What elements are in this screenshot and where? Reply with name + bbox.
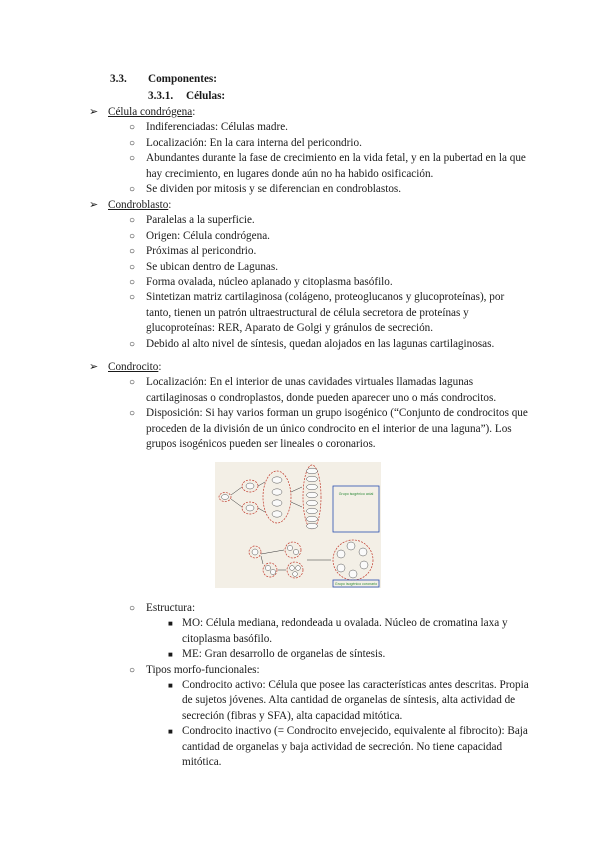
list-item: ➢ Condroblasto:	[0, 198, 600, 213]
list-item	[0, 678, 600, 724]
list-item	[0, 213, 600, 228]
section-condrocito	[0, 360, 600, 452]
section-number: 3.3.	[110, 73, 127, 85]
subsection-heading	[148, 89, 225, 104]
list-item	[0, 182, 600, 197]
section-condroblasto	[0, 198, 600, 352]
circle-bullet-icon: ○	[129, 261, 136, 273]
square-bullet-icon: ■	[168, 619, 173, 629]
list-item	[0, 229, 600, 244]
item-text: Origen: Célula condrógena.	[146, 229, 270, 242]
item-text: Condrocito activo: Célula que posee las características antes descritas. Propia de sujetos jóvenes. Alta cantidad de organelas de síntesis, alta actividad de secreción (fibras y SFA), alta capacidad mitótica.	[182, 679, 529, 722]
subsection-number: 3.3.1.	[148, 90, 174, 102]
section-condrogena	[0, 105, 600, 197]
section-heading	[110, 72, 217, 87]
circle-bullet-icon: ○	[129, 122, 136, 134]
axial-label: Grupo isogénico axial	[338, 492, 374, 496]
item-text: Sintetizan matriz cartilaginosa (colágeno, proteoglucanos y glucoproteínas), por tanto, tienen un patrón ultraestructural de célula secretora de proteínas y glucoproteínas: RER, Aparato de Golgi y gránulos de secreción.	[146, 291, 505, 335]
tipos-heading: Tipos morfo-funcionales:	[146, 663, 260, 676]
square-bullet-icon: ■	[168, 650, 173, 660]
list-item	[0, 375, 600, 406]
item-text: Se dividen por mitosis y se diferencian en condroblastos.	[146, 183, 402, 196]
circle-bullet-icon: ○	[129, 184, 136, 196]
circle-bullet-icon: ○	[129, 246, 136, 258]
list-item	[0, 260, 600, 275]
heading-condrogena: Célula condrógena	[108, 106, 193, 118]
item-text: MO: Célula mediana, redondeada u ovalada. Núcleo de cromatina laxa y citoplasma basófilo.	[182, 617, 508, 645]
isogenic-groups-figure	[215, 462, 381, 588]
list-item	[0, 136, 600, 151]
list-item: ➢ Condrocito:	[0, 360, 600, 375]
list-item	[0, 337, 600, 352]
item-text: Abundantes durante la fase de crecimiento en la vida fetal, y en la pubertad en la que hay crecimiento, en lugares donde aún no ha habido osificación.	[146, 152, 526, 180]
item-text: Localización: En el interior de unas cavidades virtuales llamadas lagunas cartilaginosas o condroplastos, donde pueden aparecer uno o más condrocitos.	[146, 376, 497, 404]
item-text: Condrocito inactivo (= Condrocito envejecido, equivalente al fibrocito): Baja cantidad de organelas y baja actividad de secreción. No tiene capacidad mitótica.	[182, 725, 528, 769]
list-item	[0, 244, 600, 259]
item-text: ME: Gran desarrollo de organelas de síntesis.	[182, 648, 386, 661]
item-text: Se ubican dentro de Lagunas.	[146, 260, 279, 273]
circle-bullet-icon: ○	[129, 292, 136, 304]
circle-bullet-icon: ○	[129, 277, 136, 289]
item-text: Debido al alto nivel de síntesis, quedan alojados en las lagunas cartilaginosas.	[146, 337, 495, 350]
item-text: Forma ovalada, núcleo aplanado y citoplasma basófilo.	[146, 276, 393, 289]
list-item	[0, 275, 600, 290]
arrow-bullet-icon: ➢	[89, 199, 99, 211]
item-text: Paralelas a la superficie.	[146, 214, 255, 227]
heading-condrocito: Condrocito	[108, 361, 159, 373]
arrow-bullet-icon: ➢	[89, 361, 99, 373]
circle-bullet-icon: ○	[129, 603, 136, 614]
list-item	[0, 120, 600, 135]
list-item	[0, 647, 600, 662]
square-bullet-icon: ■	[168, 727, 173, 737]
item-text: Indiferenciadas: Células madre.	[146, 121, 288, 134]
section-condrocito-continued	[0, 601, 600, 770]
circle-bullet-icon: ○	[129, 215, 136, 227]
item-text: Localización: En la cara interna del pericondrio.	[146, 136, 362, 149]
circle-bullet-icon: ○	[129, 408, 136, 420]
arrow-bullet-icon: ➢	[89, 106, 99, 118]
item-text: Próximas al pericondrio.	[146, 245, 257, 258]
list-item	[0, 406, 600, 452]
subsection-title: Células:	[186, 90, 226, 102]
circle-bullet-icon: ○	[129, 377, 136, 389]
estructura-heading: Estructura:	[146, 602, 196, 614]
list-item	[0, 724, 600, 770]
circle-bullet-icon: ○	[129, 137, 136, 149]
heading-condroblasto: Condroblasto	[108, 199, 169, 211]
square-bullet-icon: ■	[168, 681, 173, 691]
circle-bullet-icon: ○	[129, 230, 136, 242]
list-item	[0, 151, 600, 182]
section-title: Componentes:	[148, 73, 217, 85]
circle-bullet-icon: ○	[129, 338, 136, 350]
circle-bullet-icon: ○	[129, 153, 136, 165]
circle-bullet-icon: ○	[129, 664, 136, 676]
list-item: ➢ Célula condrógena:	[0, 105, 600, 120]
list-item	[0, 290, 600, 336]
list-item	[0, 601, 600, 616]
list-item	[0, 616, 600, 647]
list-item	[0, 663, 600, 678]
item-text: Disposición: Si hay varios forman un grupo isogénico (“Conjunto de condrocitos que proceden de la división de un único condrocito en el interior de una laguna”). Los grupos isogénicos pueden ser lineales o coronarios.	[146, 407, 528, 451]
coronary-label: Grupo isogénico coronario	[334, 582, 378, 586]
